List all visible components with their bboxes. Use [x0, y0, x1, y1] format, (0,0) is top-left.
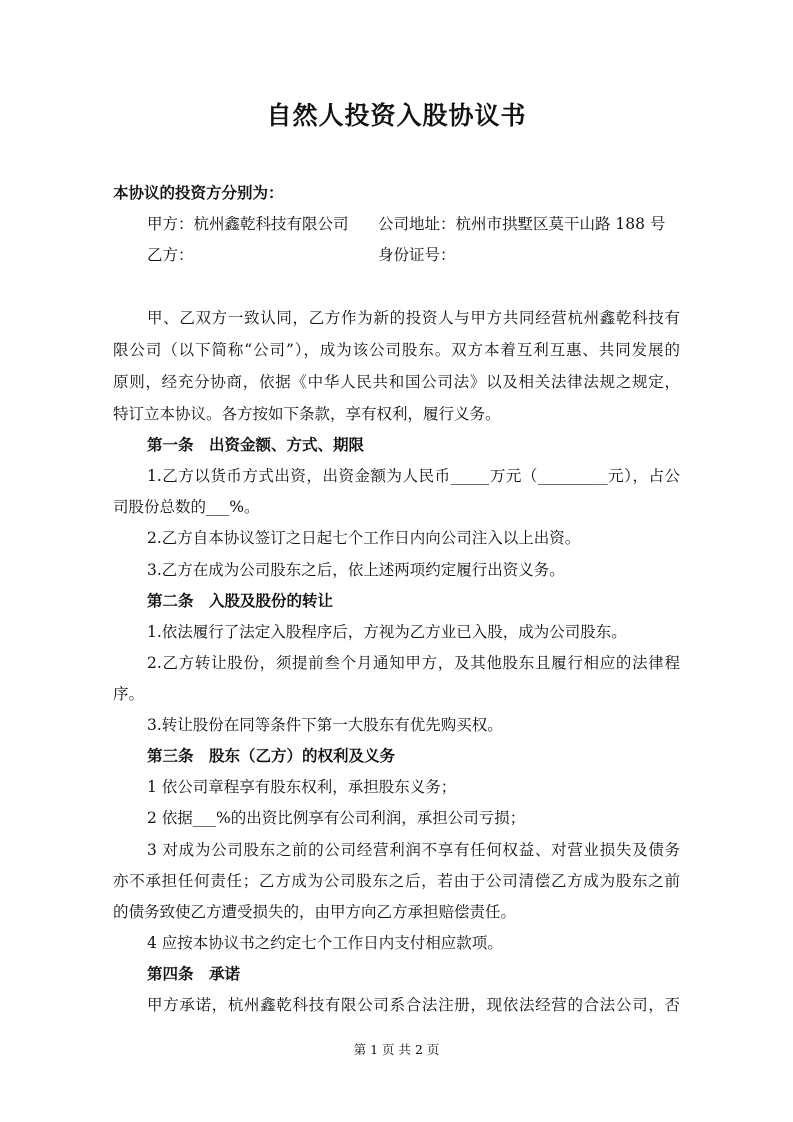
- article-4-line: 甲方承诺，杭州鑫乾科技有限公司系合法注册，现依法经营的合法公司，否: [147, 996, 680, 1014]
- party-b-id: 身份证号：: [378, 246, 456, 264]
- article-4-heading: 第四条 承诺: [147, 965, 241, 983]
- party-b-name: 乙方：: [147, 246, 194, 264]
- preamble-line: 特订立本协议。各方按如下条款，享有权利，履行义务。: [113, 405, 501, 423]
- article-2-line: 3.转让股份在同等条件下第一大股东有优先购买权。: [147, 716, 503, 734]
- article-1-line: 司股份总数的___%。: [113, 498, 260, 516]
- article-3-line: 亦不承担任何责任；乙方成为公司股东之后，若由于公司清偿乙方成为股东之前: [113, 872, 680, 890]
- article-3-heading: 第三条 股东（乙方）的权利及义务: [147, 747, 396, 765]
- investors-intro: 本协议的投资方分别为：: [113, 184, 284, 202]
- article-1-line: 2.乙方自本协议签订之日起七个工作日内向公司注入以上出资。: [147, 529, 581, 547]
- page-footer: 第 1 页 共 2 页: [353, 1042, 440, 1057]
- article-1-line: 3.乙方在成为公司股东之后，依上述两项约定履行出资义务。: [147, 561, 565, 579]
- article-2-line: 序。: [113, 685, 145, 703]
- article-2-line: 2.乙方转让股份，须提前叁个月通知甲方，及其他股东且履行相应的法律程: [147, 654, 680, 672]
- preamble-line: 原则，经充分协商，依据《中华人民共和国公司法》以及相关法律法规之规定，: [113, 373, 680, 391]
- article-2-heading: 第二条 入股及股份的转让: [147, 592, 334, 610]
- document-title: 自然人投资入股协议书: [266, 101, 527, 130]
- article-1-heading: 第一条 出资金额、方式、期限: [147, 436, 365, 454]
- party-a-name: 甲方：杭州鑫乾科技有限公司: [147, 215, 349, 233]
- article-2-line: 1.依法履行了法定入股程序后，方视为乙方业已入股，成为公司股东。: [147, 623, 627, 641]
- article-1-line: 1.乙方以货币方式出资，出资金额为人民币_____万元（_________元），占公: [147, 467, 680, 485]
- preamble-line: 限公司（以下简称“公司”），成为该公司股东。双方本着互利互惠、共同发展的: [113, 341, 680, 359]
- preamble-line: 甲、乙双方一致认同，乙方作为新的投资人与甲方共同经营杭州鑫乾科技有: [147, 309, 680, 327]
- article-3-line: 1 依公司章程享有股东权利，承担股东义务；: [147, 778, 457, 796]
- party-a-address: 公司地址：杭州市拱墅区莫干山路 188 号: [378, 215, 666, 233]
- article-3-line: 2 依据___%的出资比例享有公司利润，承担公司亏损；: [147, 809, 526, 827]
- article-3-line: 3 对成为公司股东之前的公司经营利润不享有任何权益、对营业损失及债务: [147, 841, 680, 859]
- article-3-line: 4 应按本协议书之约定七个工作日内支付相应款项。: [147, 934, 503, 952]
- article-3-line: 的债务致使乙方遭受损失的，由甲方向乙方承担赔偿责任。: [113, 903, 517, 921]
